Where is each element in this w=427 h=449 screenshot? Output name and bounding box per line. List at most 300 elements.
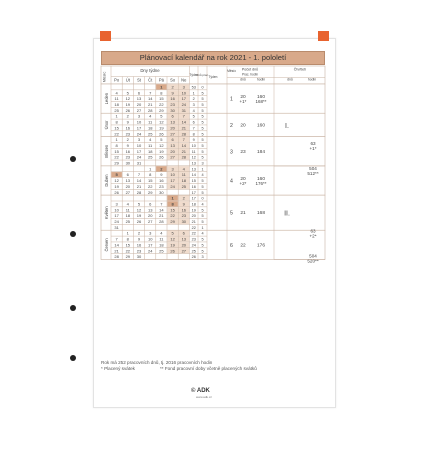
day-cell-1-13: 13	[136, 96, 142, 102]
day-cell-5-10: 10	[114, 207, 119, 213]
header-day-1: Út	[125, 77, 130, 83]
day-cell-6-23: 23	[136, 248, 142, 254]
day-cell-1-24: 24	[181, 102, 187, 107]
week-number: 23	[191, 237, 196, 242]
month-hours-extra-0: 168**	[255, 99, 267, 105]
day-cell-6-15: 15	[125, 242, 131, 248]
week-number: 8	[192, 132, 195, 137]
week-workdays: 5	[201, 220, 204, 224]
month-number-0: 1	[230, 96, 233, 103]
week-number: 4	[192, 108, 195, 113]
day-cell-1-11: 11	[114, 96, 119, 102]
day-cell-5-1: 1	[171, 195, 174, 201]
day-cell-5-28: 28	[159, 219, 164, 224]
day-cell-4-15: 15	[147, 178, 153, 184]
header-hours: hodin	[256, 77, 266, 82]
header-week-col: Týden	[208, 75, 218, 79]
week-workdays: 5	[201, 126, 204, 131]
day-cell-5-11: 11	[125, 207, 130, 213]
day-cell-2-16: 16	[125, 125, 131, 131]
week-workdays: 4	[201, 231, 204, 236]
day-cell-1-9: 9	[171, 90, 174, 96]
week-number: 24	[191, 243, 196, 248]
week-number: 10	[191, 143, 196, 148]
day-cell-4-7: 7	[137, 172, 141, 178]
day-cell-6-18: 18	[159, 242, 164, 248]
day-cell-3-21: 21	[181, 148, 187, 154]
brand-logo: © ADK	[191, 388, 210, 394]
day-cell-2-23: 23	[125, 131, 131, 137]
header-workdays: Dnů prac.	[195, 73, 210, 77]
day-cell-3-26: 26	[159, 154, 164, 160]
week-workdays: 5	[201, 243, 204, 248]
day-cell-6-27: 27	[181, 248, 187, 254]
day-cell-5-17: 17	[114, 213, 119, 219]
day-cell-5-12: 12	[136, 207, 142, 213]
day-cell-6-2: 2	[137, 230, 141, 236]
day-cell-4-18: 18	[181, 178, 187, 184]
day-cell-6-14: 14	[114, 242, 119, 248]
week-workdays: 5	[201, 108, 204, 113]
week-number: 1	[192, 91, 195, 96]
month-number-1: 2	[230, 122, 233, 129]
day-cell-6-19: 19	[170, 242, 175, 248]
week-number: 53	[191, 85, 196, 90]
week-workdays: 5	[201, 214, 204, 219]
day-cell-6-21: 21	[114, 248, 119, 254]
day-cell-2-4: 4	[149, 113, 152, 119]
day-cell-2-19: 19	[159, 125, 164, 131]
day-cell-5-4: 4	[126, 201, 129, 207]
day-cell-1-10: 10	[181, 90, 187, 96]
day-cell-6-30: 30	[136, 254, 142, 260]
day-cell-3-10: 10	[136, 142, 142, 148]
day-cell-3-12: 12	[159, 142, 164, 148]
day-cell-2-13: 13	[170, 119, 175, 125]
header-work-hours: Prac. hodin	[241, 72, 259, 77]
day-cell-6-10: 10	[147, 236, 153, 242]
day-cell-4-22: 22	[147, 183, 153, 189]
day-cell-1-18: 18	[114, 102, 119, 107]
header-day-6: Ne	[181, 77, 187, 83]
week-number: 6	[192, 120, 195, 125]
day-cell-5-5: 5	[137, 201, 141, 207]
day-cell-5-27: 27	[147, 219, 153, 224]
day-cell-6-25: 25	[159, 248, 164, 254]
day-cell-4-6: 6	[126, 172, 129, 178]
day-cell-1-3: 3	[182, 84, 185, 90]
day-cell-5-23: 23	[181, 213, 187, 219]
day-cell-5-21: 21	[159, 213, 164, 219]
day-cell-1-7: 7	[149, 90, 152, 96]
brand-url: www.adk.cz	[196, 395, 212, 399]
header-day-0: Po	[114, 77, 120, 83]
header-days-count: Počet dnů	[241, 67, 259, 72]
day-cell-6-12: 12	[170, 236, 175, 242]
day-cell-5-16: 16	[181, 207, 187, 213]
month-days-total-2: 23	[240, 149, 246, 155]
week-number: 16	[191, 184, 196, 189]
quarter-hours-1: 504	[309, 253, 317, 259]
week-number: 12	[191, 155, 196, 160]
day-cell-4-28: 28	[136, 189, 142, 195]
week-number: 9	[192, 138, 195, 143]
month-name-0: Leden	[104, 92, 109, 105]
week-workdays: 5	[201, 103, 204, 107]
day-cell-2-15: 15	[114, 125, 119, 131]
month-number-3: 4	[230, 178, 233, 185]
day-cell-3-28: 28	[181, 154, 187, 160]
day-cell-5-20: 20	[147, 213, 153, 219]
day-cell-4-4: 4	[182, 166, 185, 172]
week-number: 14	[191, 173, 196, 178]
day-cell-1-6: 6	[137, 90, 141, 96]
month-days-total-3: 20	[240, 177, 246, 183]
month-days-total-1: 20	[240, 123, 246, 129]
header-quarter-days: dnů	[287, 77, 293, 82]
week-number: 11	[191, 149, 196, 154]
day-cell-6-20: 20	[181, 242, 187, 248]
day-cell-6-17: 17	[147, 242, 153, 248]
day-cell-3-6: 6	[171, 137, 174, 143]
footnote-work-fund: ** Fond pracovní doby včetně placených svátků	[160, 366, 257, 371]
day-cell-4-27: 27	[125, 189, 131, 195]
day-cell-1-4: 4	[115, 90, 118, 96]
month-days-extra-0: +1*	[239, 99, 247, 105]
day-cell-6-8: 8	[126, 236, 129, 242]
week-workdays: 5	[201, 120, 204, 125]
day-cell-5-24: 24	[114, 219, 119, 224]
day-cell-5-14: 14	[159, 207, 164, 213]
day-cell-4-25: 25	[181, 183, 187, 189]
header-day-3: Čt	[148, 77, 153, 83]
month-number-2: 3	[230, 149, 233, 156]
day-cell-6-4: 4	[160, 230, 163, 236]
month-block-5	[101, 230, 325, 259]
day-cell-1-31: 31	[181, 107, 187, 113]
day-cell-6-1: 1	[126, 230, 129, 236]
month-block-3	[101, 166, 325, 195]
day-cell-5-22: 22	[170, 213, 175, 219]
quarter-days-extra-1: +2*	[309, 233, 317, 239]
day-cell-2-2: 2	[126, 113, 129, 119]
header-day-5: So	[170, 77, 176, 83]
day-cell-3-25: 25	[147, 154, 153, 160]
month-hours-total-3: 160	[256, 177, 266, 183]
week-workdays: 5	[201, 179, 204, 184]
day-cell-4-11: 11	[181, 172, 186, 178]
month-number-4: 5	[230, 210, 233, 217]
day-cell-4-19: 19	[114, 183, 119, 189]
day-cell-3-4: 4	[149, 137, 152, 143]
month-hours-extra-3: 176**	[255, 181, 267, 187]
day-cell-5-30: 30	[181, 219, 187, 224]
week-workdays: 5	[201, 155, 204, 160]
day-cell-1-22: 22	[159, 102, 164, 107]
day-cell-3-27: 27	[170, 154, 175, 160]
month-number-5: 6	[230, 242, 233, 249]
day-cell-3-17: 17	[136, 148, 142, 154]
day-cell-3-18: 18	[147, 148, 153, 154]
day-cell-3-5: 5	[160, 137, 163, 143]
day-cell-6-6: 6	[182, 230, 185, 236]
week-number: 22	[191, 225, 196, 230]
day-cell-5-2: 2	[182, 195, 185, 201]
month-name-2: Březen	[104, 144, 109, 158]
day-cell-3-13: 13	[170, 142, 175, 148]
day-cell-4-30: 30	[159, 189, 164, 195]
quarter-days-extra-0: +1*	[309, 145, 317, 151]
month-block-2	[101, 137, 325, 166]
day-cell-2-7: 7	[182, 113, 185, 119]
header-quarter: Čtvrtletí	[293, 67, 307, 72]
day-cell-6-29: 29	[125, 254, 131, 260]
week-workdays: 5	[201, 91, 204, 96]
day-cell-1-16: 16	[170, 96, 175, 102]
week-workdays: 3	[201, 255, 204, 260]
header-month-col: Měsíc	[226, 69, 237, 73]
day-cell-3-22: 22	[114, 154, 119, 160]
week-workdays: 4	[201, 202, 204, 207]
day-cell-2-6: 6	[171, 113, 174, 119]
day-cell-5-8: 8	[171, 201, 174, 207]
day-cell-3-2: 2	[126, 137, 129, 143]
day-cell-1-17: 17	[181, 96, 187, 102]
day-cell-2-5: 5	[160, 113, 163, 119]
day-cell-3-16: 16	[125, 148, 131, 154]
day-cell-3-9: 9	[126, 142, 129, 148]
week-workdays: 5	[201, 184, 204, 189]
day-cell-3-11: 11	[148, 142, 153, 148]
day-cell-6-5: 5	[171, 230, 174, 236]
day-cell-1-2: 2	[171, 84, 174, 90]
quarter-days-1: 63	[310, 228, 316, 234]
month-hours-total-0: 160	[256, 95, 266, 101]
day-cell-4-10: 10	[170, 172, 175, 178]
month-days-total-5: 22	[240, 243, 246, 249]
week-number: 21	[191, 220, 196, 224]
quarter-label-1: II.	[284, 210, 290, 218]
month-name-3: Duben	[104, 174, 109, 187]
day-cell-2-9: 9	[126, 119, 129, 125]
day-cell-6-16: 16	[136, 242, 142, 248]
day-cell-3-29: 29	[114, 160, 119, 166]
day-cell-2-11: 11	[148, 119, 153, 125]
day-cell-2-12: 12	[159, 119, 164, 125]
month-hours-total-5: 176	[256, 243, 266, 249]
day-cell-4-2: 2	[160, 166, 163, 172]
week-workdays: 5	[201, 190, 204, 195]
day-cell-2-18: 18	[147, 125, 153, 131]
month-days-extra-3: +2*	[239, 181, 247, 187]
week-workdays: 5	[201, 237, 204, 242]
header-weekdays: Dny týdne	[140, 68, 160, 73]
week-number: 17	[191, 196, 196, 201]
day-cell-1-14: 14	[147, 96, 153, 102]
week-number: 13	[191, 167, 196, 172]
day-cell-2-21: 21	[181, 125, 187, 131]
week-workdays: 5	[201, 208, 204, 213]
day-cell-4-16: 16	[159, 178, 164, 184]
day-cell-2-10: 10	[136, 119, 142, 125]
week-number: 3	[192, 103, 195, 107]
day-cell-4-9: 9	[160, 172, 163, 178]
week-number: 13	[191, 161, 196, 166]
week-workdays: 5	[201, 132, 204, 137]
day-cell-2-8: 8	[115, 119, 118, 125]
day-cell-1-27: 27	[136, 107, 142, 113]
week-workdays: 1	[201, 167, 204, 172]
day-cell-2-25: 25	[147, 131, 153, 137]
month-hours-total-1: 160	[256, 123, 266, 129]
day-cell-6-3: 3	[149, 230, 152, 236]
day-cell-6-24: 24	[147, 248, 153, 254]
day-cell-5-31: 31	[114, 224, 119, 230]
week-number: 18	[191, 202, 196, 207]
day-cell-1-12: 12	[125, 96, 131, 102]
week-workdays: 0	[201, 85, 204, 90]
day-cell-1-8: 8	[160, 90, 163, 96]
month-name-4: Květen	[104, 206, 109, 220]
week-workdays: 1	[201, 225, 204, 230]
day-cell-2-14: 14	[181, 119, 187, 125]
week-number: 25	[191, 249, 196, 254]
day-cell-4-8: 8	[149, 172, 152, 178]
header-days: dnů	[240, 77, 246, 82]
day-cell-6-26: 26	[170, 248, 175, 254]
day-cell-2-26: 26	[159, 131, 164, 137]
day-cell-1-25: 25	[114, 107, 119, 113]
day-cell-5-18: 18	[125, 213, 131, 219]
day-cell-1-28: 28	[147, 107, 153, 113]
day-cell-6-28: 28	[114, 254, 119, 260]
day-cell-1-30: 30	[170, 107, 175, 113]
day-cell-3-23: 23	[125, 154, 131, 160]
day-cell-5-25: 25	[125, 219, 131, 224]
day-cell-1-1: 1	[160, 84, 163, 90]
day-cell-1-23: 23	[170, 102, 175, 107]
day-cell-4-26: 26	[114, 189, 119, 195]
week-workdays: 5	[201, 249, 204, 254]
week-number: 22	[191, 231, 196, 236]
day-cell-4-29: 29	[147, 189, 153, 195]
day-cell-5-7: 7	[160, 201, 163, 207]
day-cell-5-19: 19	[136, 213, 142, 219]
week-number: 7	[192, 126, 195, 131]
day-cell-4-12: 12	[114, 178, 119, 184]
day-cell-1-19: 19	[125, 102, 131, 107]
day-cell-6-22: 22	[125, 248, 131, 254]
day-cell-1-5: 5	[126, 90, 129, 96]
week-workdays: 5	[201, 149, 204, 154]
day-cell-3-15: 15	[114, 148, 119, 154]
week-number: 15	[191, 179, 196, 184]
quarter-days-0: 63	[310, 140, 316, 146]
day-cell-3-1: 1	[115, 137, 118, 143]
month-days-total-4: 21	[240, 211, 246, 217]
week-workdays: 5	[201, 97, 204, 102]
day-cell-4-17: 17	[170, 178, 175, 184]
day-cell-3-19: 19	[159, 148, 164, 154]
week-number: 20	[191, 214, 196, 219]
week-workdays: 5	[201, 114, 204, 119]
day-cell-3-7: 7	[182, 137, 185, 143]
month-block-0	[101, 84, 325, 113]
day-cell-6-11: 11	[159, 236, 164, 242]
day-cell-4-13: 13	[125, 178, 131, 184]
week-workdays: 5	[201, 143, 204, 148]
day-cell-4-20: 20	[125, 183, 131, 189]
day-cell-1-20: 20	[136, 102, 142, 107]
day-cell-3-24: 24	[136, 154, 142, 160]
day-cell-1-29: 29	[159, 107, 164, 113]
month-name-5: Červen	[104, 238, 109, 252]
day-cell-4-21: 21	[136, 183, 142, 189]
day-cell-3-8: 8	[115, 142, 118, 148]
header-quarter-hours: hodin	[307, 77, 317, 82]
day-cell-4-5: 5	[115, 172, 118, 178]
day-cell-2-20: 20	[170, 125, 175, 131]
week-workdays: 5	[201, 138, 204, 143]
month-hours-total-4: 168	[256, 211, 266, 217]
page-title: Plánovací kalendář na rok 2021 - 1. pololetí	[101, 51, 325, 65]
day-cell-4-24: 24	[170, 183, 175, 189]
day-cell-6-13: 13	[181, 236, 187, 242]
week-workdays: 3	[201, 161, 204, 166]
month-name-1: Únor	[104, 120, 109, 130]
day-cell-5-13: 13	[147, 207, 153, 213]
day-cell-5-3: 3	[115, 201, 118, 207]
day-cell-2-27: 27	[170, 131, 175, 137]
week-workdays: 0	[201, 196, 204, 201]
header-week: Týden	[189, 73, 199, 77]
day-cell-4-14: 14	[136, 178, 142, 184]
day-cell-4-3: 3	[171, 166, 174, 172]
day-cell-3-20: 20	[170, 148, 175, 154]
day-cell-1-21: 21	[147, 102, 153, 107]
footnote-paid-holiday: * Placený svátek	[101, 366, 135, 371]
header-day-2: St	[137, 77, 141, 83]
day-cell-1-15: 15	[159, 96, 164, 102]
week-number: 26	[191, 255, 196, 260]
footnote-year: Rok má 252 pracovních dnů, tj. 2016 pracovních hodin	[101, 360, 213, 365]
day-cell-3-30: 30	[125, 160, 131, 166]
day-cell-2-3: 3	[137, 113, 141, 119]
day-cell-2-28: 28	[181, 131, 187, 137]
day-cell-2-1: 1	[115, 113, 118, 119]
day-cell-4-23: 23	[159, 183, 164, 189]
day-cell-6-9: 9	[137, 236, 141, 242]
day-cell-1-26: 26	[125, 107, 131, 113]
quarter-label-0: I.	[285, 122, 289, 130]
month-hours-total-2: 184	[256, 149, 266, 155]
day-cell-2-17: 17	[136, 125, 142, 131]
week-workdays: 4	[201, 173, 204, 178]
week-number: 5	[192, 114, 195, 119]
week-number: 19	[191, 208, 196, 213]
day-cell-5-15: 15	[170, 207, 175, 213]
quarter-hours-extra-0: 512**	[307, 170, 319, 176]
day-cell-2-22: 22	[114, 131, 119, 137]
day-cell-3-31: 31	[136, 160, 142, 166]
day-cell-5-6: 6	[149, 201, 152, 207]
quarter-hours-extra-1: 520**	[307, 258, 319, 264]
header-day-4: Pá	[158, 77, 164, 83]
quarter-hours-0: 504	[309, 165, 317, 171]
day-cell-3-14: 14	[181, 142, 187, 148]
week-number: 17	[191, 190, 196, 195]
day-cell-3-3: 3	[137, 137, 141, 143]
